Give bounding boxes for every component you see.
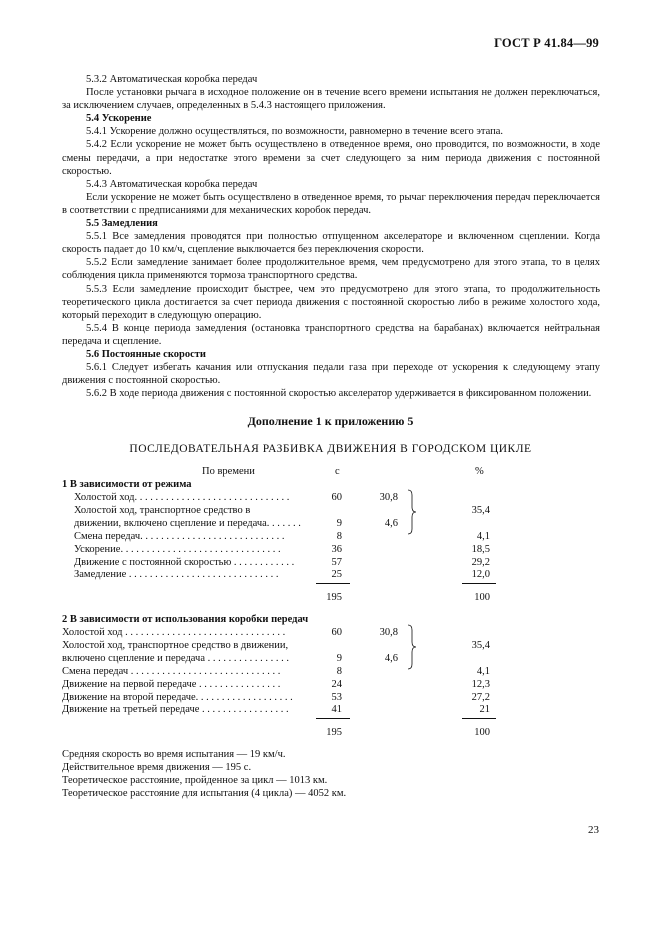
table-cell-seconds: 25 xyxy=(331,569,342,581)
table-row-label: Ускорение. . . . . . . . . . . . . . . . . . . . . . . . . . . . . . . xyxy=(74,543,281,555)
paragraph: 5.4.3 Автоматическая коробка передач xyxy=(86,178,258,190)
paragraph: 5.4.1 Ускорение должно осуществляться, по возможности, равномерно в течение всего этапа. xyxy=(86,126,504,138)
table-cell-pct: 35,4 xyxy=(471,504,490,516)
total-seconds: 195 xyxy=(326,727,342,739)
section-heading: 5.6 Постоянные скорости xyxy=(86,348,206,360)
page-number: 23 xyxy=(588,824,599,836)
table-cell-seconds: 41 xyxy=(331,704,342,716)
total-seconds: 195 xyxy=(326,592,342,604)
paragraph: 5.6.1 Следует избегать качания или отпускания педали газа при переходе от ускорения к следующему этапу движения с постоянной скоростью. xyxy=(62,362,600,387)
table-cell-pct: 29,2 xyxy=(471,556,490,568)
paragraph: 5.5.1 Все замедления проводятся при полностью отпущенном акселераторе и включенном сцеплении. Когда скорость падает до 10 км/ч, сцепление выключается без переключения скорости. xyxy=(62,231,600,256)
paragraph: 5.6.2 В ходе периода движения с постоянной скоростью акселератор удерживается в фиксированном положении. xyxy=(86,388,592,400)
col-header-by-time: По времени xyxy=(202,466,255,477)
paragraph: После установки рычага в исходное положение он в течение всего времени испытания не должен переключаться, за исключением случаев, определенных в 5.4.3 настоящего приложения. xyxy=(62,87,600,112)
addendum-title: Дополнение 1 к приложению 5 xyxy=(247,414,414,428)
table-row-label: включено сцепление и передача . . . . . . . . . . . . . . . . xyxy=(62,652,289,664)
table-cell-part-pct: 4,6 xyxy=(384,652,398,664)
table-cell-seconds: 8 xyxy=(336,530,342,542)
table-row-label: Холостой ход . . . . . . . . . . . . . . . . . . . . . . . . . . . . . . . xyxy=(62,627,286,638)
group-brace xyxy=(407,625,417,669)
summary-line: Теоретическое расстояние для испытания (4 цикла) — 4052 км. xyxy=(62,788,347,800)
paragraph: 5.4.2 Если ускорение не может быть осуществлено в отведенное время, оно проводится, по возможности, в ходе смены передачи, а при недостатке этого времени за счет следующего за ним периода движения с постоянной скоростью. xyxy=(62,139,600,177)
table-row-label: движении, включено сцепление и передача. . . . . . . xyxy=(74,517,301,529)
table-row-label: Движение на третьей передаче . . . . . . . . . . . . . . . . . xyxy=(62,704,289,716)
table-cell-seconds: 36 xyxy=(331,543,342,555)
section-heading: 5.4 Ускорение xyxy=(86,113,152,125)
summary-line: Действительное время движения — 195 с. xyxy=(62,762,252,774)
paragraph: 5.5.2 Если замедление занимает более продолжительное время, чем предусмотрено для этого этапа, то в целях соблюдения цикла применяются тормоза транспортного средства. xyxy=(62,257,600,282)
table-row-label: Смена передач . . . . . . . . . . . . . . . . . . . . . . . . . . . . . xyxy=(62,665,281,677)
table-cell-pct: 4,1 xyxy=(476,665,490,677)
sum-rule xyxy=(316,583,350,584)
table-cell-seconds: 8 xyxy=(336,665,342,677)
table-cell-seconds: 9 xyxy=(336,652,342,664)
table-row-label: Движение на первой передаче . . . . . . . . . . . . . . . . xyxy=(62,678,281,690)
group-brace xyxy=(407,490,417,534)
total-pct: 100 xyxy=(474,727,490,739)
paragraph: 5.5.3 Если замедление происходит быстрее, чем это предусмотрено для этого этапа, то продолжительность теоретического цикла достигается за счет периода движения с постоянной скоростью либо в режиме холостого хода, который переходит в следующую операцию. xyxy=(62,283,600,321)
table-cell-seconds: 9 xyxy=(336,517,342,529)
table-cell-seconds: 53 xyxy=(331,691,342,703)
table-cell-pct: 4,1 xyxy=(476,530,490,542)
document-code: ГОСТ Р 41.84—99 xyxy=(494,36,599,50)
summary-line: Теоретическое расстояние, пройденное за цикл — 1013 км. xyxy=(62,775,328,787)
body-text xyxy=(62,73,600,400)
table-cell-seconds: 57 xyxy=(331,556,342,568)
table-cell-part-pct: 30,8 xyxy=(379,492,398,503)
table-row-label: Смена передач. . . . . . . . . . . . . . . . . . . . . . . . . . . . xyxy=(74,530,285,542)
table-cell-seconds: 24 xyxy=(331,678,342,690)
total-pct: 100 xyxy=(474,592,490,604)
paragraph: 5.3.2 Автоматическая коробка передач xyxy=(86,74,258,85)
table-cell-pct: 21 xyxy=(479,704,490,716)
table-row-label: Холостой ход, транспортное средство в движении, xyxy=(62,639,289,651)
table-cell-pct: 12,0 xyxy=(471,569,490,581)
table-cell-part-pct: 4,6 xyxy=(384,517,398,529)
table-row-label: Холостой ход. . . . . . . . . . . . . . . . . . . . . . . . . . . . . . xyxy=(74,492,290,503)
sum-rule xyxy=(316,718,350,719)
table-cell-seconds: 60 xyxy=(331,492,342,503)
summary-lines xyxy=(62,748,346,800)
table-row-label: Замедление . . . . . . . . . . . . . . . . . . . . . . . . . . . . . xyxy=(74,569,279,581)
table-heading: 1 В зависимости от режима xyxy=(62,479,192,490)
paragraph: Если ускорение не может быть осуществлено в отведенное время, то рычаг переключения передач переключается в соответствии с предписаниями для механических коробок передач. xyxy=(62,191,600,216)
addendum-subtitle: ПОСЛЕДОВАТЕЛЬНАЯ РАЗБИВКА ДВИЖЕНИЯ В ГОРОДСКОМ ЦИКЛЕ xyxy=(129,443,532,455)
table-cell-pct: 27,2 xyxy=(471,691,490,703)
summary-line: Средняя скорость во время испытания — 19 км/ч. xyxy=(62,749,286,760)
sum-rule xyxy=(462,718,496,719)
paragraph: 5.5.4 В конце периода замедления (остановка транспортного средства на барабанах) включается нейтральная передача и сцепление. xyxy=(62,322,600,347)
table-cell-pct: 35,4 xyxy=(471,639,490,651)
col-header-s: с xyxy=(335,466,340,477)
col-header-pct: % xyxy=(475,466,484,477)
table-cell-seconds: 60 xyxy=(331,627,342,638)
table-heading: 2 В зависимости от использования коробки передач xyxy=(62,614,309,625)
table-cell-pct: 18,5 xyxy=(471,543,490,555)
table-row-label: Движение на второй передаче. . . . . . . . . . . . . . . . . . . xyxy=(62,691,293,703)
section-heading: 5.5 Замедления xyxy=(86,218,158,230)
table-cell-part-pct: 30,8 xyxy=(379,627,398,638)
table-row-label: Движение с постоянной скоростью . . . . . . . . . . . . xyxy=(74,556,295,568)
table-row-label: Холостой ход, транспортное средство в xyxy=(74,504,251,516)
table-cell-pct: 12,3 xyxy=(471,678,490,690)
sum-rule xyxy=(462,583,496,584)
